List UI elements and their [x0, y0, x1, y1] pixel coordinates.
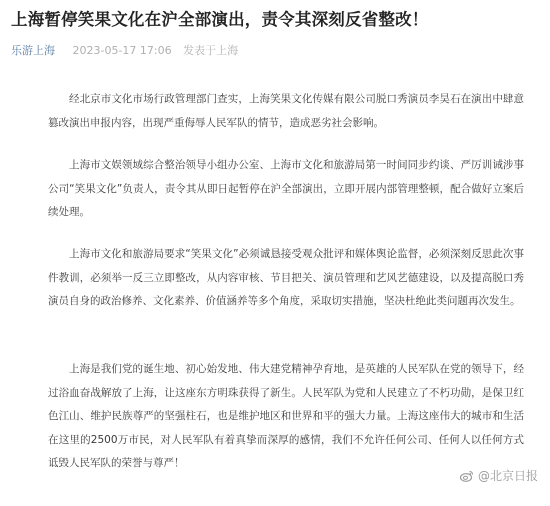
article-title: 上海暂停笑果文化在沪全部演出，责令其深刻反省整改！ — [11, 10, 429, 29]
article-paragraph: 上海是我们党的诞生地、初心始发地、伟大建党精神孕育地，是英雄的人民军队在党的领导下，经过浴血奋战解放了上海，让这座东方明珠获得了新生。人民军队为党和人民建立了不朽功勋，是保卫红色江山、维护民族尊严的坚强柱石，也是维护地区和世界和平的强大力量。上海这座伟大的城市和生活在这里的2500万市民，对人民军队有着真挚而深厚的感情，我们不允许任何公司、任何人以任何方式诋毁人民军队的荣誉与尊严！ — [48, 363, 524, 469]
article-paragraph: 上海市文娱领域综合整治领导小组办公室、上海市文化和旅游局第一时间同步约谈、严厉训诫涉事公司“笑果文化”负责人，责令其从即日起暂停在沪全部演出，立即开展内部管理整顿，配合做好立案后续处理。 — [48, 159, 524, 218]
article-paragraph: 经北京市文化市场行政管理部门查实，上海笑果文化传媒有限公司脱口秀演员李昊石在演出中肆意篡改演出申报内容，出现严重侮辱人民军队的情节，造成恶劣社会影响。 — [48, 93, 524, 129]
watermark-text: @北京日报 — [477, 469, 538, 483]
author-link[interactable]: 乐游上海 — [11, 44, 55, 57]
article-paragraph: 上海市文化和旅游局要求“笑果文化”必须诚恳接受观众批评和媒体舆论监督，必须深刻反思此次事件教训，必须举一反三立即整改，从内容审核、节目把关、演员管理和艺风艺德建设，以及提高脱口秀演员自身的政治修养、文化素养、价值涵养等多个角度，采取切实措施，坚决杜绝此类问题再次发生。 — [48, 248, 524, 307]
publish-time: 2023-05-17 17:06 — [72, 44, 172, 57]
article-meta — [11, 42, 238, 58]
publish-location: 发表于上海 — [183, 44, 239, 57]
source-watermark — [460, 467, 538, 484]
weibo-icon — [460, 470, 474, 482]
